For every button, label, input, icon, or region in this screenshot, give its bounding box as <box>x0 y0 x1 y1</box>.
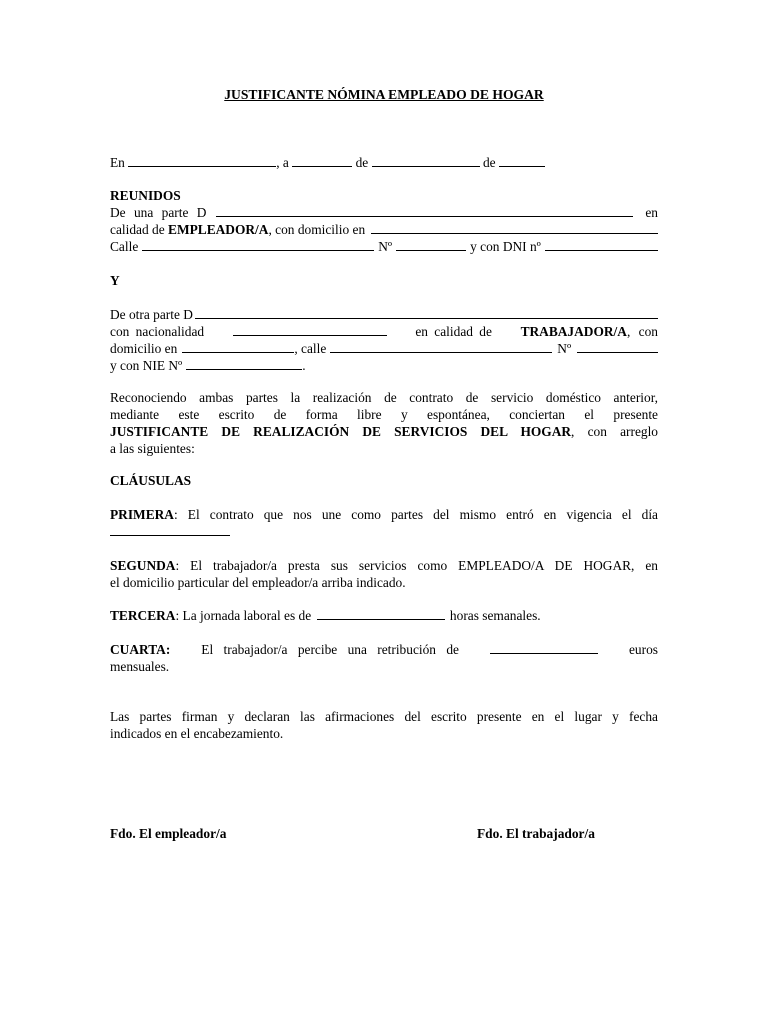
nie-label: y con NIE Nº <box>110 358 183 373</box>
empleador-dni-blank[interactable] <box>545 238 658 251</box>
dni-label: y con DNI nº <box>470 239 541 254</box>
calle2-label: , calle <box>294 341 327 356</box>
clausulas-heading: CLÁUSULAS <box>110 473 192 488</box>
segunda-line-1 <box>110 557 658 574</box>
cuarta-line-2: mensuales. <box>110 659 170 674</box>
lugar-blank[interactable] <box>128 154 276 167</box>
calidad-de-label: calidad de <box>110 222 165 237</box>
otra-parte-label: De otra parte D <box>110 307 193 322</box>
primera-label: PRIMERA <box>110 507 174 522</box>
empleador-bold: EMPLEADOR/A <box>168 222 269 237</box>
nie-period: . <box>302 358 306 373</box>
trabajador-numero-blank[interactable] <box>577 340 658 353</box>
con-arreglo-text: , con arreglo <box>571 424 658 439</box>
anio-blank[interactable] <box>499 154 545 167</box>
tercera-text-a: : La jornada laboral es de <box>175 608 312 623</box>
domicilio-label: , con domicilio en <box>268 222 366 237</box>
cuarta-text-a: El trabajador/a percibe una retribución de <box>201 642 459 657</box>
clausula-primera <box>110 506 658 540</box>
reunidos-line-2 <box>110 221 658 238</box>
otra-line-4 <box>110 357 658 374</box>
cierre-line-2: indicados en el encabezamiento. <box>110 726 284 741</box>
tercera-line <box>110 607 658 624</box>
reunidos-heading: REUNIDOS <box>110 188 181 203</box>
reunidos-line-1 <box>110 204 658 221</box>
lugar-a-label: , a <box>276 155 289 170</box>
empleador-nombre-blank[interactable] <box>216 204 633 217</box>
cierre-paragraph <box>110 708 658 742</box>
calle-label: Calle <box>110 239 139 254</box>
lugar-fecha-line <box>110 154 658 171</box>
mes-blank[interactable] <box>372 154 480 167</box>
clausula-segunda <box>110 557 658 591</box>
horas-blank[interactable] <box>317 607 445 620</box>
lugar-de1-label: de <box>355 155 369 170</box>
empleador-domicilio-blank[interactable] <box>371 221 658 234</box>
lugar-en-label: En <box>110 155 125 170</box>
nacionalidad-blank[interactable] <box>233 323 387 336</box>
primera-line-1 <box>110 506 658 523</box>
dia-blank[interactable] <box>292 154 352 167</box>
cuarta-text-b: euros <box>628 642 658 657</box>
nie-blank[interactable] <box>186 357 302 370</box>
cierre-line-1: Las partes firman y declaran las afirmaciones del escrito presente en el lugar y fecha <box>110 709 658 724</box>
reconociendo-line-1: Reconociendo ambas partes la realización de contrato de servicio doméstico anterior, <box>110 390 658 405</box>
retribucion-blank[interactable] <box>490 641 598 654</box>
nacionalidad-label: con nacionalidad <box>110 324 205 339</box>
trabajador-bold: TRABAJADOR/A <box>520 324 627 339</box>
domicilio-en-label: domicilio en <box>110 341 178 356</box>
otra-line-1 <box>110 306 658 323</box>
reunidos-section <box>110 187 658 255</box>
numero-label: Nº <box>378 239 393 254</box>
fecha-vigencia-blank[interactable] <box>110 523 230 536</box>
firma-trabajador: Fdo. El trabajador/a <box>477 826 595 841</box>
trabajador-nombre-blank[interactable] <box>195 306 658 319</box>
cuarta-label: CUARTA: <box>110 642 171 657</box>
otra-line-2 <box>110 323 658 340</box>
tercera-label: TERCERA <box>110 608 176 623</box>
justificante-bold: JUSTIFICANTE DE REALIZACIÓN DE SERVICIOS DEL HOGAR <box>110 424 572 439</box>
otra-parte-section <box>110 306 658 374</box>
con-label: , con <box>626 324 658 339</box>
en-label: en <box>645 205 658 220</box>
empleador-numero-blank[interactable] <box>396 238 466 251</box>
cuarta-line-1 <box>110 641 658 658</box>
reconociendo-line-3 <box>110 423 658 440</box>
reconociendo-line-2: mediante este escrito de forma libre y espontánea, conciertan el presente <box>110 407 658 422</box>
trabajador-calle-blank[interactable] <box>330 340 552 353</box>
tercera-text-b: horas semanales. <box>449 608 541 623</box>
en-calidad-label: en calidad de <box>415 324 492 339</box>
lugar-de2-label: de <box>482 155 496 170</box>
document-title: JUSTIFICANTE NÓMINA EMPLEADO DE HOGAR <box>224 87 544 102</box>
numero2-label: Nº <box>557 341 572 356</box>
empleador-calle-blank[interactable] <box>142 238 374 251</box>
segunda-line-2: el domicilio particular del empleador/a arriba indicado. <box>110 575 406 590</box>
trabajador-domicilio-blank[interactable] <box>182 340 294 353</box>
reunidos-line-3 <box>110 238 658 255</box>
reconociendo-paragraph <box>110 389 658 457</box>
segunda-label: SEGUNDA <box>110 558 176 573</box>
clausula-tercera <box>110 607 658 624</box>
firma-empleador: Fdo. El empleador/a <box>110 826 227 841</box>
reconociendo-line-4: a las siguientes: <box>110 441 195 456</box>
otra-line-3 <box>110 340 658 357</box>
una-parte-label: De una parte D <box>110 205 207 220</box>
primera-text: : El contrato que nos une como partes del mismo entró en vigencia el día <box>173 507 658 522</box>
clausula-cuarta <box>110 641 658 675</box>
segunda-text-1: : El trabajador/a presta sus servicios como EMPLEADO/A DE HOGAR, en <box>175 558 658 573</box>
y-heading: Y <box>110 273 120 288</box>
